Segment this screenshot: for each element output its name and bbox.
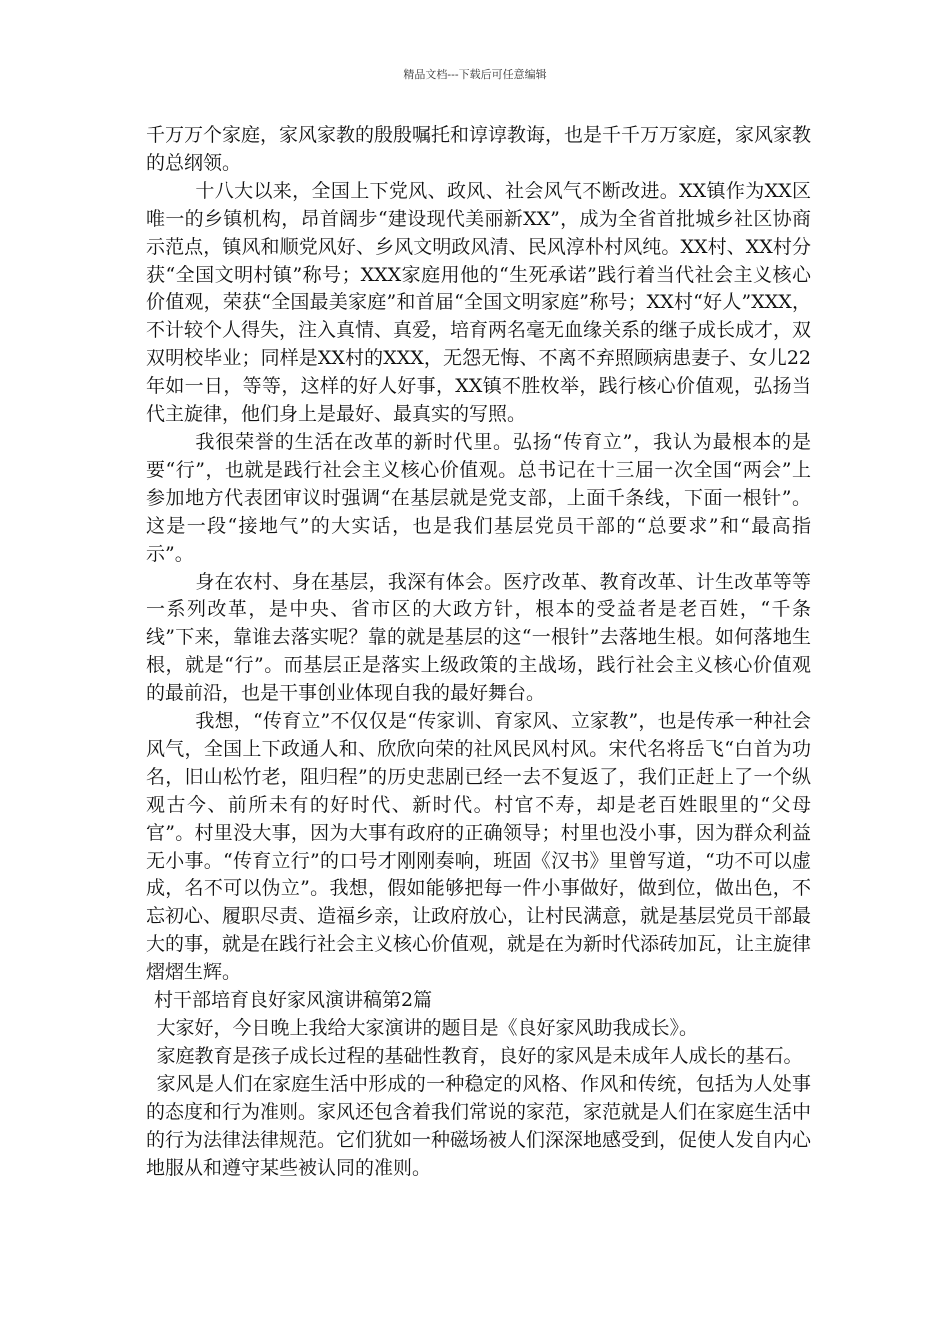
- paragraph-conclusion: 我想，“传育立”不仅仅是“传家训、育家风、立家教”，也是传承一种社会风气，全国上下政通人和、欣欣向荣的社风民风村风。宋代名将岳飞“白首为功名，旧山松竹老，阻归程”的历史悲剧已经一去不复返了，我们正赶上了一个纵观古今、前所未有的好时代、新时代。村官不寿，却是老百姓眼里的“父母官”。村里没大事，因为大事有政府的正确领导；村里也没小事，因为群众利益无小事。“传育立行”的口号才刚刚奏响，班固《汉书》里曾写道，“功不可以虚成，名不可以伪立”。我想，假如能够把每一件小事做好，做到位，做出色，不忘初心、履职尽责、造福乡亲，让政府放心，让村民满意，就是基层党员干部最大的事，就是在践行社会主义核心价值观，就是在为新时代添砖加瓦，让主旋律熠熠生辉。: [146, 710, 812, 984]
- paragraph-achievements: 十八大以来，全国上下党风、政风、社会风气不断改进。XX镇作为XX区唯一的乡镇机构，昂首阔步“建设现代美丽新XX”，成为全省首批城乡社区协商示范点，镇风和顺党风好、乡风文明政风清、民风淳朴村风纯。XX村、XX村分获“全国文明村镇”称号；XXX家庭用他的“生死承诺”践行着当代社会主义核心价值观，荣获“全国最美家庭”和首届“全国文明家庭”称号；XX村“好人”XXX，不计较个人得失，注入真情、真爱，培育两名毫无血缘关系的继子成长成才，双双明校毕业；同样是XX村的XXX，无怨无悔、不离不弃照顾病患妻子、女儿22年如一日，等等，这样的好人好事，XX镇不胜枚举，践行核心价值观，弘扬当代主旋律，他们身上是最好、最真实的写照。: [146, 179, 812, 426]
- section-heading: 村干部培育良好家风演讲稿第2篇: [154, 989, 433, 1012]
- document-body: [146, 122, 811, 1182]
- page-header: 精品文档---下载后可任意编辑: [403, 68, 547, 81]
- paragraph-greeting: 大家好，今日晚上我给大家演讲的题目是《良好家风助我成长》。: [156, 1017, 698, 1039]
- paragraph-new-era: 我很荣誉的生活在改革的新时代里。弘扬“传育立”，我认为最根本的是要“行”，也就是践行社会主义核心价值观。总书记在十三届一次全国“两会”上参加地方代表团审议时强调“在基层就是党支部，上面千条线，下面一根针”。这是一段“接地气”的大实话，也是我们基层党员干部的“总要求”和“最高指示”。: [146, 430, 811, 565]
- paragraph-grassroots: 身在农村、身在基层，我深有体会。医疗改革、教育改革、计生改革等等一系列改革，是中央、省市区的大政方针，根本的受益者是老百姓，“千条线”下来，靠谁去落实呢？靠的就是基层的这“一根针”去落地生根。如何落地生根，就是“行”。而基层正是落实上级政策的主战场，践行社会主义核心价值观的最前沿，也是干事创业体现自我的最好舞台。: [146, 570, 811, 705]
- paragraph-continuation: 千万万个家庭，家风家教的殷殷嘱托和谆谆教诲，也是千千万万家庭，家风家教的总纲领。: [146, 124, 812, 174]
- paragraph-family-education: 家庭教育是孩子成长过程的基础性教育，良好的家风是未成年人成长的基石。: [156, 1044, 803, 1067]
- paragraph-family-style: 家风是人们在家庭生活中形成的一种稳定的风格、作风和传统，包括为人处事的态度和行为准则。家风还包含着我们常说的家范，家范就是人们在家庭生活中的行为法律法律规范。它们犹如一种磁场被人们深深地感受到，促使人发自内心地服从和遵守某些被认同的准则。: [146, 1072, 812, 1179]
